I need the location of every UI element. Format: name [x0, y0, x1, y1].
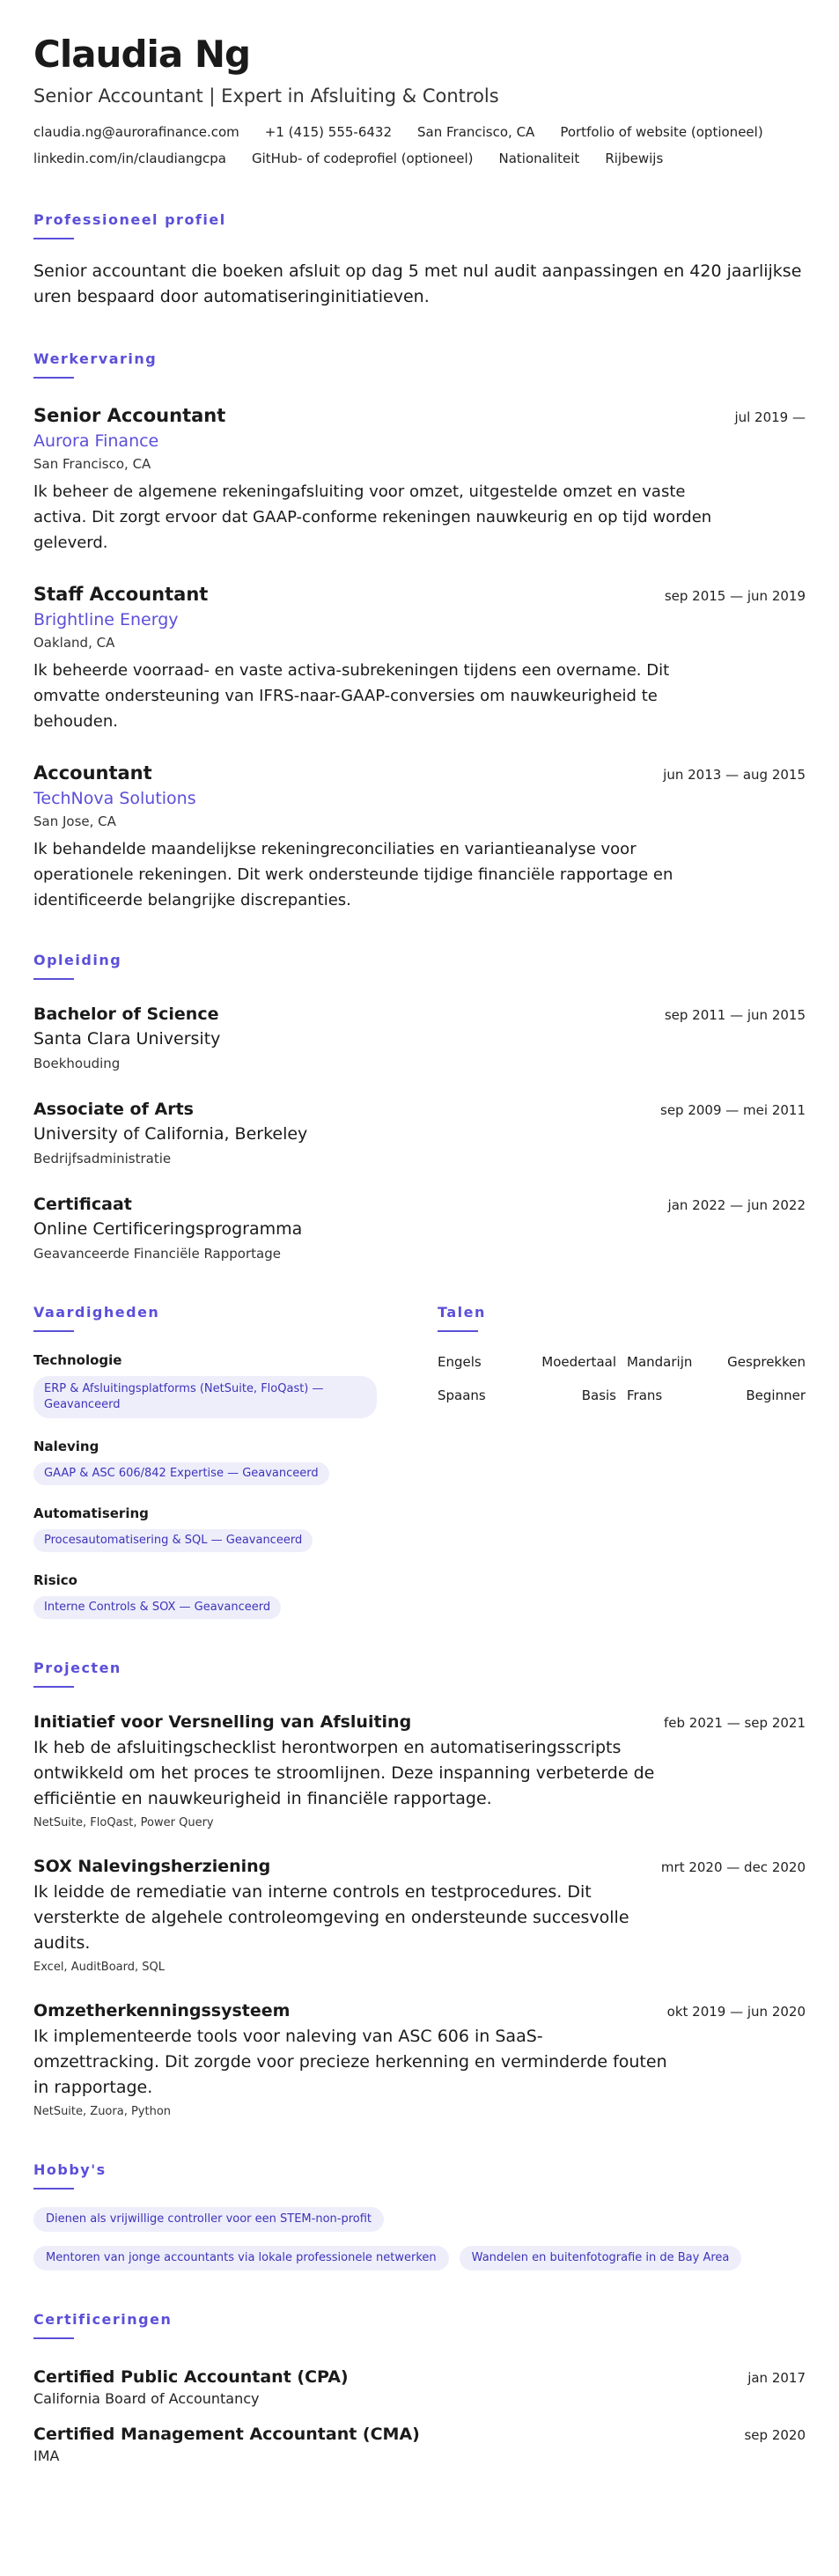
hobby-chip: Wandelen en buitenfotografie in de Bay Area	[460, 2246, 742, 2271]
section-divider	[33, 2188, 74, 2190]
skill-group	[33, 1571, 403, 1619]
language-name: Spaans	[438, 1387, 486, 1403]
job-dates: jul 2019 —	[734, 409, 806, 425]
contact-github[interactable]: GitHub- of codeprofiel (optioneel)	[252, 151, 474, 166]
skill-chip: GAAP & ASC 606/842 Expertise — Geavanceerd	[33, 1462, 329, 1485]
project-title: Omzetherkenningssysteem	[33, 2001, 291, 2020]
education-field: Bedrijfsadministratie	[33, 1151, 172, 1167]
section-divider	[33, 238, 74, 239]
skills-languages-row	[33, 1304, 806, 1619]
skill-group	[33, 1505, 403, 1552]
skills-section	[33, 1304, 403, 1619]
education-degree: Bachelor of Science	[33, 1005, 219, 1024]
language-name: Frans	[627, 1387, 663, 1403]
language-level: Moedertaal	[541, 1354, 616, 1370]
job-description: Ik beheerde voorraad- en vaste activa-subrekeningen tijdens een overname. Dit omvatte ondersteuning van IFRS-naar-GAAP-conversies om nauwkeurigheid te behouden.	[33, 661, 670, 731]
languages-section	[438, 1304, 806, 1619]
section-divider	[33, 377, 74, 379]
education-entry	[33, 1098, 806, 1168]
contact-nationality: Nationaliteit	[498, 151, 580, 166]
language-item	[438, 1387, 616, 1404]
hobby-list	[33, 2207, 808, 2271]
job-entry	[33, 403, 806, 556]
language-item	[627, 1353, 806, 1371]
project-description: Ik leidde de remediatie van interne controls en testprocedures. Dit versterkte de algehele controleomgeving en ondersteunde succesvolle audits.	[33, 1882, 629, 1953]
experience-section	[33, 350, 806, 913]
contact-drivers-license: Rijbewijs	[605, 151, 664, 166]
hobbies-section	[33, 2161, 806, 2271]
profile-section	[33, 211, 806, 310]
section-divider	[33, 1330, 74, 1332]
contact-portfolio[interactable]: Portfolio of website (optioneel)	[560, 124, 763, 140]
section-title-education: Opleiding	[33, 952, 122, 968]
skill-category: Risico	[33, 1572, 77, 1588]
section-title-languages: Talen	[438, 1304, 486, 1321]
section-divider	[438, 1330, 478, 1332]
job-company: TechNova Solutions	[33, 789, 196, 808]
skill-group	[33, 1438, 403, 1485]
education-school: Online Certificeringsprogramma	[33, 1219, 303, 1239]
language-list	[438, 1353, 806, 1404]
skill-category: Naleving	[33, 1439, 99, 1454]
project-tech: Excel, AuditBoard, SQL	[33, 1961, 165, 1974]
job-title: Accountant	[33, 762, 152, 784]
skill-chip: Interne Controls & SOX — Geavanceerd	[33, 1596, 281, 1619]
certification-issuer: IMA	[33, 2447, 60, 2464]
certification-entry	[33, 2423, 806, 2466]
project-tech: NetSuite, Zuora, Python	[33, 2105, 172, 2118]
project-title: Initiatief voor Versnelling van Afsluiting	[33, 1712, 412, 1732]
contact-phone[interactable]: +1 (415) 555-6432	[264, 124, 392, 140]
job-dates: jun 2013 — aug 2015	[663, 767, 806, 783]
language-item	[438, 1353, 616, 1371]
hobby-chip: Dienen als vrijwillige controller voor een STEM-non-profit	[33, 2207, 384, 2232]
profile-summary: Senior accountant die boeken afsluit op dag 5 met nul audit aanpassingen en 420 jaarlijkse uren bespaard door automatiseringinitiatieven.	[33, 261, 802, 306]
education-school: University of California, Berkeley	[33, 1124, 308, 1144]
language-item	[627, 1387, 806, 1404]
section-title-skills: Vaardigheden	[33, 1304, 160, 1321]
education-school: Santa Clara University	[33, 1029, 221, 1049]
education-degree: Associate of Arts	[33, 1100, 194, 1119]
project-tech: NetSuite, FloQast, Power Query	[33, 1816, 214, 1829]
skill-chip: Procesautomatisering & SQL — Geavanceerd	[33, 1529, 313, 1552]
contact-email[interactable]: claudia.ng@aurorafinance.com	[33, 124, 239, 140]
certification-date: jan 2017	[747, 2370, 806, 2386]
job-description: Ik beheer de algemene rekeningafsluiting voor omzet, uitgestelde omzet en vaste activa. Dit zorgt ervoor dat GAAP-conforme rekeningen nauwkeurig en op tijd worden geleverd.	[33, 482, 712, 552]
language-name: Mandarijn	[627, 1354, 693, 1370]
education-dates: sep 2009 — mei 2011	[660, 1102, 806, 1118]
certification-entry	[33, 2366, 806, 2409]
contact-linkedin[interactable]: linkedin.com/in/claudiangcpa	[33, 151, 226, 166]
section-title-projects: Projecten	[33, 1660, 121, 1676]
section-divider	[33, 1686, 74, 1688]
section-divider	[33, 978, 74, 980]
section-title-certifications: Certificeringen	[33, 2311, 173, 2328]
skill-group	[33, 1351, 403, 1418]
education-field: Boekhouding	[33, 1056, 121, 1071]
section-divider	[33, 2337, 74, 2339]
candidate-headline: Senior Accountant | Expert in Afsluiting & Controls	[33, 85, 499, 107]
certification-issuer: California Board of Accountancy	[33, 2390, 260, 2407]
education-dates: jan 2022 — jun 2022	[667, 1197, 806, 1213]
project-entry	[33, 1711, 806, 1832]
skill-chip: ERP & Afsluitingsplatforms (NetSuite, FloQast) — Geavanceerd	[33, 1376, 377, 1418]
job-entry	[33, 761, 806, 913]
education-section	[33, 952, 806, 1263]
language-level: Basis	[581, 1387, 616, 1403]
certification-title: Certified Public Accountant (CPA)	[33, 2367, 349, 2387]
job-dates: sep 2015 — jun 2019	[664, 588, 806, 604]
language-level: Gesprekken	[727, 1354, 806, 1370]
certifications-section	[33, 2311, 806, 2466]
job-entry	[33, 582, 806, 734]
language-level: Beginner	[746, 1387, 806, 1403]
project-entry	[33, 1855, 806, 1976]
job-title: Senior Accountant	[33, 405, 226, 426]
skill-category: Automatisering	[33, 1505, 149, 1521]
education-entry	[33, 1193, 806, 1263]
projects-section	[33, 1660, 806, 2121]
project-description: Ik implementeerde tools voor naleving van ASC 606 in SaaS-omzettracking. Dit zorgde voor precieze herkenning en verminderde fouten in rapportage.	[33, 2027, 667, 2097]
section-title-profile: Professioneel profiel	[33, 211, 226, 228]
job-description: Ik behandelde maandelijkse rekeningreconciliaties en variantieanalyse voor operationele rekeningen. Dit werk ondersteunde tijdige financiële rapportage en identificeerde belangrijke discrepanties.	[33, 840, 673, 909]
language-name: Engels	[438, 1354, 482, 1370]
project-dates: okt 2019 — jun 2020	[666, 2004, 806, 2020]
job-location: Oakland, CA	[33, 635, 115, 651]
job-company: Brightline Energy	[33, 610, 179, 629]
project-dates: mrt 2020 — dec 2020	[660, 1859, 806, 1875]
job-company: Aurora Finance	[33, 431, 159, 451]
education-dates: sep 2011 — jun 2015	[664, 1007, 806, 1023]
project-entry	[33, 1999, 806, 2121]
resume-header	[33, 32, 806, 167]
section-title-experience: Werkervaring	[33, 350, 158, 367]
certification-date: sep 2020	[744, 2427, 806, 2443]
candidate-name: Claudia Ng	[33, 33, 251, 76]
certification-title: Certified Management Accountant (CMA)	[33, 2425, 420, 2444]
skill-category: Technologie	[33, 1352, 122, 1368]
hobby-chip: Mentoren van jonge accountants via lokale professionele netwerken	[33, 2246, 449, 2271]
education-entry	[33, 1003, 806, 1073]
education-field: Geavanceerde Financiële Rapportage	[33, 1246, 281, 1262]
section-title-hobbies: Hobby's	[33, 2161, 107, 2178]
contact-list	[33, 123, 808, 167]
job-location: San Jose, CA	[33, 813, 116, 829]
project-description: Ik heb de afsluitingschecklist herontworpen en automatiseringsscripts ontwikkeld om het proces te stroomlijnen. Deze inspanning verbeterde de efficiëntie en nauwkeurigheid in financiële rapportage.	[33, 1738, 655, 1808]
project-title: SOX Nalevingsherziening	[33, 1857, 271, 1876]
education-degree: Certificaat	[33, 1195, 132, 1214]
job-location: San Francisco, CA	[33, 456, 151, 472]
contact-location: San Francisco, CA	[417, 124, 535, 140]
project-dates: feb 2021 — sep 2021	[663, 1715, 806, 1731]
job-title: Staff Accountant	[33, 584, 209, 605]
